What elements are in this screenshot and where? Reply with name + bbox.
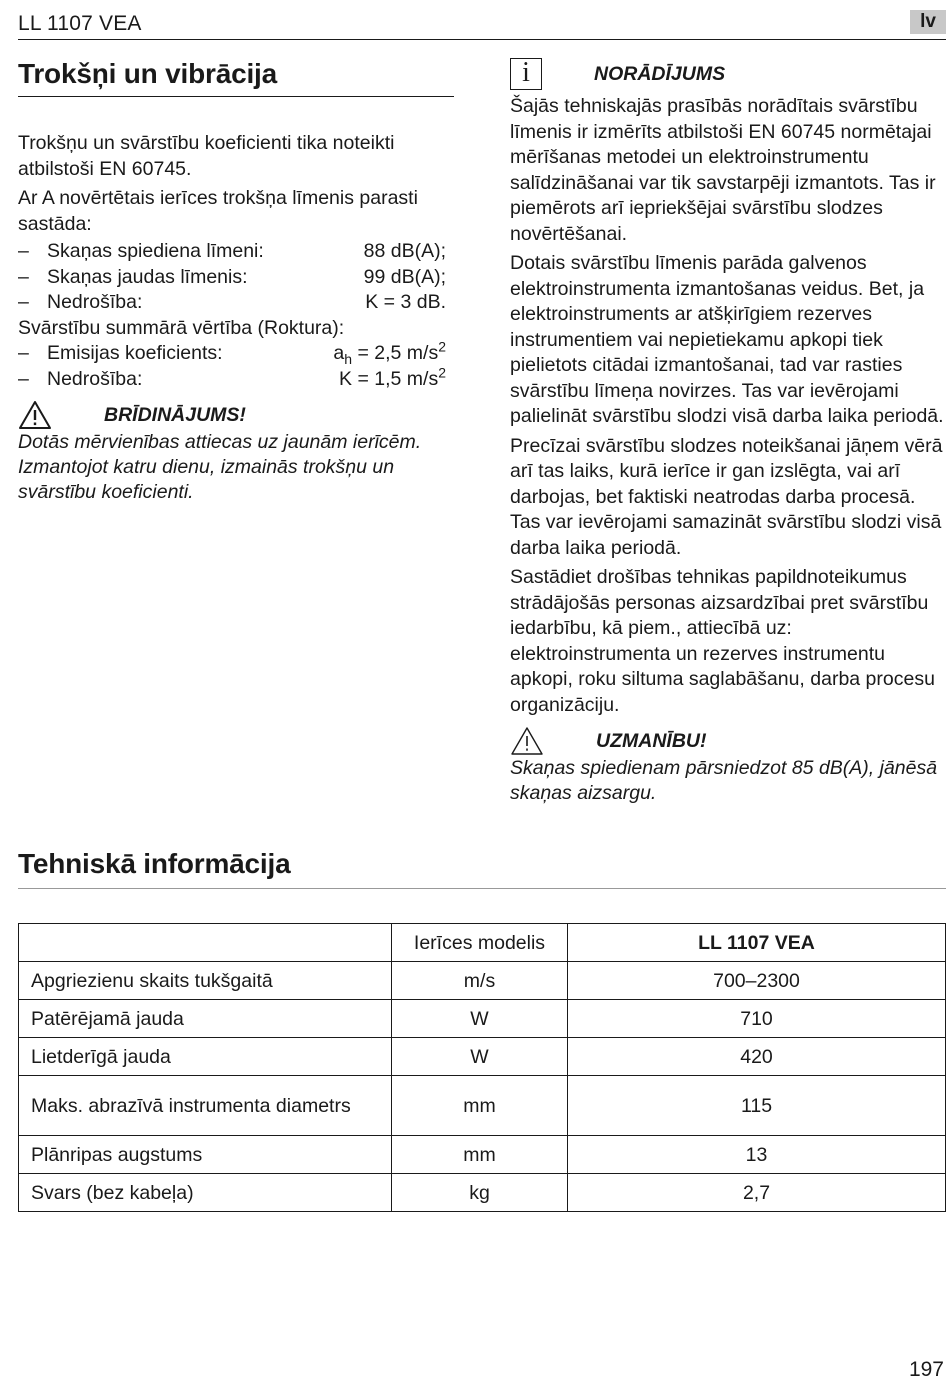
caution-text: Skaņas spiedienam pārsniedzot 85 dB(A), jānēsā skaņas aizsargu.	[510, 757, 938, 804]
section-title-noise: Trokšņi un vibrācija	[18, 58, 454, 97]
value-label: Skaņas jaudas līmenis:	[47, 265, 248, 288]
value-amount: 88 dB(A);	[363, 240, 446, 262]
vibration-title	[18, 316, 454, 342]
unit-cell: mm	[392, 1136, 568, 1174]
note-paragraph: Sastādiet drošības tehnikas papildnoteikumus strādājošās personas aizsardzībai pret svārstību iedarbību, kā piem., attiecībā uz: elektroinstrumenta un rezerves instrumentu apkopi, roku siltuma saglabāšanu, darba procesu organizāciju.	[510, 566, 935, 716]
vibration-value-row	[18, 338, 454, 367]
note-paragraph: Precīzai svārstību slodzes noteikšanai jāņem vērā arī tas laiks, kurā ierīce ir gan izslēgta, vai arī darbojas, bet faktiski neatrodas darba procesā. Tas var ievērojami samazināt svārstību slodzi visā darba laika periodā.	[510, 434, 943, 559]
value-amount: K = 3 dB.	[365, 291, 446, 313]
unit-cell: W	[392, 1000, 568, 1038]
unit-cell: mm	[392, 1076, 568, 1136]
value-number: K = 1,5 m/s	[339, 367, 439, 390]
value-cell: 710	[568, 1000, 946, 1038]
warning-text: Dotās mērvienības attiecas uz jaunām ierīcēm. Izmantojot katru dienu, izmainās trokšņu un svārstību koeficienti.	[18, 431, 422, 503]
value-label: Emisijas koeficients:	[47, 342, 223, 364]
table-row	[19, 1038, 946, 1076]
param-cell: Svars (bez kabeļa)	[19, 1174, 392, 1212]
header-model-name: LL 1107 VEA	[18, 12, 142, 35]
value-amount	[333, 338, 446, 367]
caution-header	[510, 726, 946, 756]
warning-title: BRĪDINĀJUMS!	[104, 403, 246, 426]
unit-cell: kg	[392, 1174, 568, 1212]
note-title: NORĀDĪJUMS	[594, 62, 726, 85]
noise-vibration-section	[18, 58, 454, 505]
warning-header	[18, 400, 454, 430]
section-title-tech: Tehniskā informācija	[18, 848, 291, 879]
param-cell: Patērējamā jauda	[19, 1000, 392, 1038]
table-row	[19, 962, 946, 1000]
table-row	[19, 1076, 946, 1136]
value-label: Nedrošība:	[47, 291, 143, 313]
language-badge: lv	[910, 10, 946, 34]
value-label: Nedrošība:	[47, 367, 143, 390]
page-number: 197	[908, 1358, 944, 1381]
value-symbol: a	[333, 342, 345, 364]
note-paragraph: Dotais svārstību līmenis parāda galvenos elektroinstrumenta izmantošanas veidus. Bet, ja elektroinstruments ar atšķirīgiem rezerves instrumentiem vai nepietiekamu apkopi tiek pielietots citādai izmantošanai, tad var rasties svārstību līmeņa novirzes. Tas var ievērojami palielināt svārstību slodzi visā darba laika periodā.	[510, 252, 944, 427]
unit-cell: W	[392, 1038, 568, 1076]
header-cell-model-name: LL 1107 VEA	[568, 924, 946, 962]
noise-value-row	[18, 265, 454, 291]
page-header	[18, 10, 946, 40]
value-cell: 700–2300	[568, 962, 946, 1000]
param-cell: Lietderīgā jauda	[19, 1038, 392, 1076]
note-paragraph: Šajās tehniskajās prasībās norādītais svārstību līmenis ir izmērīts atbilstoši EN 60745 normētajai mērīšanas metodei un elektroinstrumentu salīdzināšanai var tik savstarpēji izmantots. Tas ir piemērots arī iepriekšējai svārstību slodzes novērtēšanai.	[510, 95, 936, 245]
unit-cell: m/s	[392, 962, 568, 1000]
param-cell: Apgriezienu skaits tukšgaitā	[19, 962, 392, 1000]
note-header	[510, 56, 946, 92]
list-dash: –	[18, 342, 29, 364]
value-cell: 115	[568, 1076, 946, 1136]
vibration-value-row	[18, 364, 454, 393]
header-cell-empty	[19, 924, 392, 962]
list-dash: –	[18, 240, 29, 262]
noise-level-intro: Ar A novērtētais ierīces trokšņa līmenis parasti sastāda:	[18, 187, 418, 235]
noise-intro-text: Trokšņu un svārstību koeficienti tika noteikti atbilstoši EN 60745.	[18, 132, 395, 180]
value-superscript: 2	[438, 364, 446, 380]
value-number: = 2,5 m/s	[352, 342, 439, 364]
table-row	[19, 1000, 946, 1038]
value-cell: 2,7	[568, 1174, 946, 1212]
value-label: Skaņas spiediena līmeni:	[47, 240, 264, 262]
list-dash: –	[18, 291, 29, 313]
list-dash: –	[18, 367, 29, 390]
tech-spec-table	[18, 923, 946, 1212]
list-dash: –	[18, 265, 29, 288]
value-cell: 420	[568, 1038, 946, 1076]
noise-values-list	[18, 239, 454, 392]
tech-info-heading	[18, 848, 946, 889]
header-cell-model-label: Ierīces modelis	[392, 924, 568, 962]
table-row	[19, 1136, 946, 1174]
noise-value-row	[18, 239, 454, 265]
value-amount	[339, 364, 446, 393]
table-header-row	[19, 924, 946, 962]
noise-value-row	[18, 290, 454, 316]
notes-section	[510, 56, 946, 806]
param-cell: Plānripas augstums	[19, 1136, 392, 1174]
value-superscript: 2	[438, 338, 446, 355]
value-cell: 13	[568, 1136, 946, 1174]
value-subscript: h	[344, 350, 353, 367]
caution-title: UZMANĪBU!	[596, 729, 707, 752]
caution-triangle-icon	[510, 726, 544, 756]
info-icon: i	[510, 58, 542, 90]
warning-triangle-icon	[18, 400, 52, 430]
value-amount: 99 dB(A);	[363, 265, 446, 288]
table-row	[19, 1174, 946, 1212]
param-cell: Maks. abrazīvā instrumenta diametrs	[19, 1076, 392, 1136]
vibration-title-text: Svārstību summārā vērtība (Roktura):	[18, 316, 345, 339]
